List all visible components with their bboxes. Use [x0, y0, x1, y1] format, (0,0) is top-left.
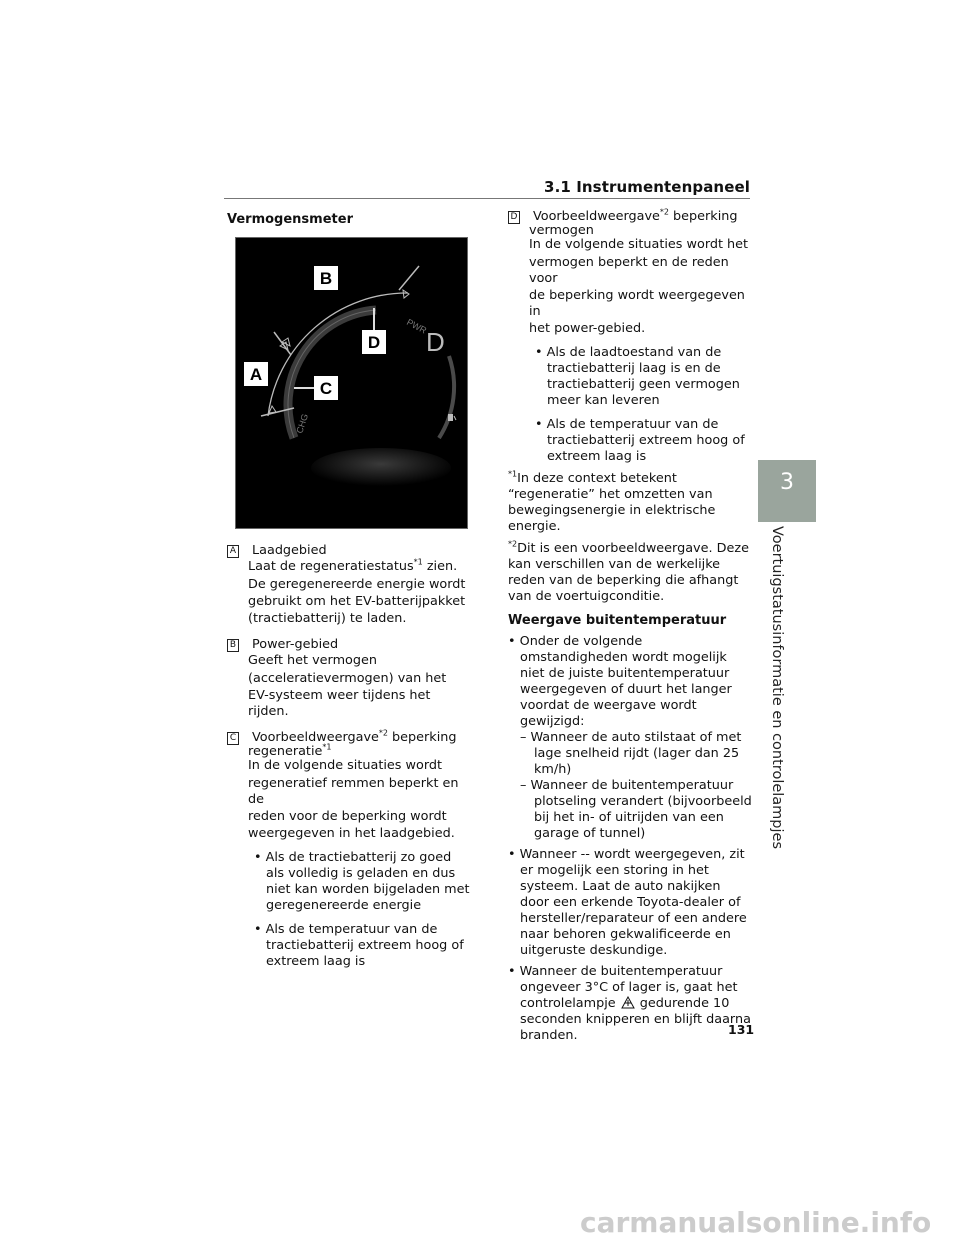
power-meter-heading: Vermogensmeter — [227, 212, 353, 227]
key-c-body — [248, 742, 472, 970]
key-b-line2: (acceleratievermogen) van het — [248, 671, 447, 686]
chapter-number: 3 — [780, 470, 794, 495]
key-b — [227, 637, 472, 653]
key-a-body — [248, 559, 472, 627]
key-a-title: Laadgebied — [252, 543, 327, 558]
key-c-sup2: *2 — [378, 728, 388, 738]
power-meter-illustration — [236, 238, 467, 528]
key-c-line1: In de volgende situaties wordt — [248, 758, 442, 773]
key-a-line2: De geregenereerde energie wordt — [248, 577, 466, 592]
key-a-line4: (tractiebatterij) te laden. — [248, 611, 407, 626]
key-a-line3: gebruikt om het EV-batterijpakket — [248, 594, 466, 609]
temp-bullet-2: • Wanneer -- wordt weergegeven, zit er mogelijk een storing in het systeem. Laat de auto nakijken door een erkende Toyota-dealer of hersteller/reparateur of een andere naar behoren gekwalificeerde en uitgeruste deskundige. — [508, 847, 752, 959]
power-meter-figure — [235, 237, 468, 529]
footnote-1-text: In deze context betekent “regeneratie” het omzetten van bewegingsenergie in elektrische energie. — [508, 471, 716, 534]
watermark: carmanualsonline.info — [580, 1206, 932, 1239]
key-a-line1b: zien. — [422, 559, 458, 574]
temp-dash-1: – Wanneer de auto stilstaat of met lage snelheid rijdt (lager dan 25 km/h) — [508, 730, 752, 778]
key-c-bullet-2: • Als de temperatuur van de tractiebatterij extreem hoog of extreem laag is — [254, 922, 472, 970]
key-d-title-c: vermogen — [529, 223, 594, 238]
label-a: A — [249, 365, 263, 384]
section-title: 3.1 Instrumentenpaneel — [544, 178, 750, 196]
key-c-line2: regeneratief remmen beperkt en de — [248, 776, 459, 807]
key-c-title-c: regeneratie — [248, 744, 323, 759]
key-c-title-b: beperking — [387, 730, 457, 745]
ice-warning-icon — [620, 996, 636, 1010]
key-b-body — [248, 653, 472, 720]
chapter-title: Voertuigstatusinformatie en controlelampjes — [769, 526, 785, 850]
footnote-2-text: Dit is een voorbeeldweergave. Deze kan verschillen van de werkelijke reden van de beperking die afhangt van de voertuigconditie. — [508, 541, 749, 604]
key-d-bullet-1: • Als de laadtoestand van de tractiebatterij laag is en de tractiebatterij geen vermogen meer kan leveren — [535, 345, 752, 409]
key-b-title: Power-gebied — [252, 637, 339, 652]
footnote-2 — [508, 541, 752, 605]
label-c: C — [319, 379, 333, 398]
header-rule — [224, 198, 750, 199]
key-d-title-b: beperking — [668, 209, 738, 224]
key-d-box: D — [508, 211, 520, 224]
left-column — [227, 212, 472, 970]
temp-bullet-3a: Wanneer de buitentemperatuur ongeveer 3°C of lager is, gaat het controlelampje — [519, 964, 738, 1011]
key-c-title: Voorbeeldweergave — [252, 730, 379, 745]
chg-label: CHG — [294, 412, 311, 435]
temp-bullet-1: • Onder de volgende omstandigheden wordt mogelijk niet de juiste buitentemperatuur weergegeven of duurt het langer voordat de weergave wordt gewijzigd: — [508, 634, 752, 730]
key-d-sup2: *2 — [659, 207, 669, 217]
key-c-box: C — [227, 732, 239, 745]
key-c-bullet-1: • Als de tractiebatterij zo goed als volledig is geladen en dus niet kan worden bijgeladen met geregenereerde energie — [254, 850, 472, 914]
key-c-line4: weergegeven in het laadgebied. — [248, 826, 455, 841]
key-b-line1: Geeft het vermogen — [248, 653, 377, 668]
key-b-line3: EV-systeem weer tijdens het rijden. — [248, 688, 431, 719]
temp-bullet-3b: gedurende 10 seconden knipperen en blijft daarna branden. — [520, 996, 751, 1043]
label-d: D — [367, 333, 381, 352]
key-d-line2: vermogen beperkt en de reden voor — [529, 255, 729, 286]
pwr-label: PWR — [405, 316, 429, 336]
right-column — [508, 207, 755, 1044]
fuel-pump-icon — [448, 414, 456, 421]
key-d-line4: het power-gebied. — [529, 321, 646, 336]
outside-temp-heading: Weergave buitentemperatuur — [508, 613, 727, 628]
key-a — [227, 543, 472, 559]
key-d-line3: de beperking wordt weergegeven in — [529, 288, 745, 319]
footnote-1-sup: *1 — [508, 469, 518, 479]
key-a-line1: Laat de regeneratiestatus — [248, 559, 414, 574]
label-b: B — [319, 269, 333, 288]
key-c-line3: reden voor de beperking wordt — [248, 809, 447, 824]
temp-dash-2: – Wanneer de buitentemperatuur plotseling verandert (bijvoorbeeld bij het in- of uitrijden van een garage of tunnel) — [508, 778, 752, 842]
temp-bullet-3 — [508, 964, 755, 1044]
gear-indicator: D — [426, 327, 445, 357]
chapter-side — [758, 526, 796, 850]
page-number: 131 — [728, 1022, 755, 1037]
key-d-body — [529, 225, 752, 465]
key-a-box: A — [227, 545, 239, 558]
key-d-title: Voorbeeldweergave — [533, 209, 660, 224]
footnote-2-sup: *2 — [508, 539, 518, 549]
key-c-sup1: *1 — [322, 742, 332, 752]
footnote-1 — [508, 471, 752, 535]
key-a-sup: *1 — [413, 557, 423, 567]
key-b-box: B — [227, 639, 239, 652]
key-d-bullet-2: • Als de temperatuur van de tractiebatterij extreem hoog of extreem laag is — [535, 417, 752, 465]
key-d-line1: In de volgende situaties wordt het — [529, 237, 749, 252]
